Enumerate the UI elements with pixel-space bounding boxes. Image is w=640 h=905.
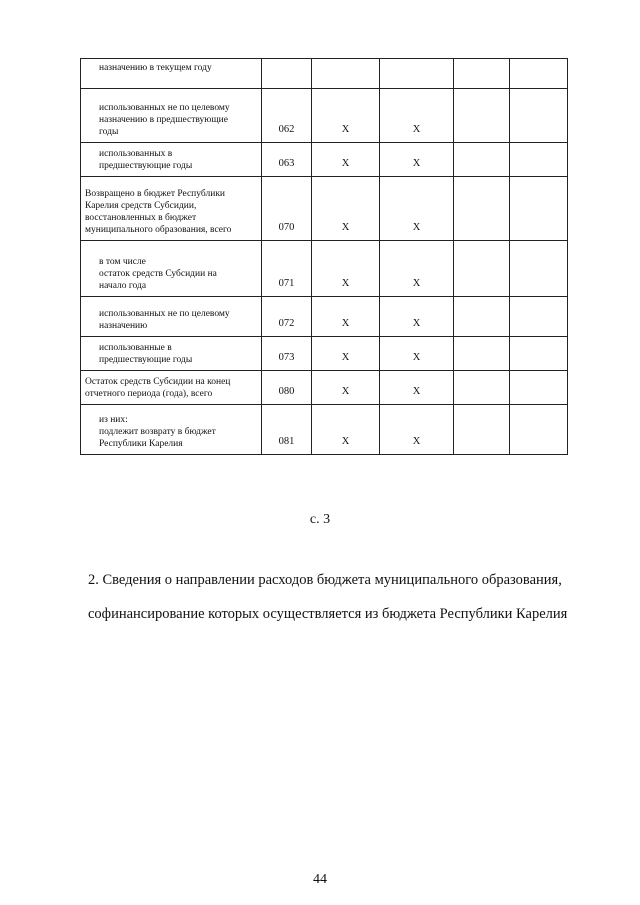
row-empty-cell: [510, 241, 568, 297]
row-value-col2: Х: [380, 371, 454, 405]
row-empty-cell: [510, 297, 568, 337]
row-value-col1: Х: [312, 371, 380, 405]
row-label-line: в том числе: [99, 257, 146, 267]
row-label-line: назначению: [99, 321, 148, 331]
row-label: [81, 241, 262, 297]
row-empty-cell: [510, 59, 568, 89]
row-value-col2: Х: [380, 241, 454, 297]
row-label-line: использованные в: [99, 343, 172, 353]
row-empty-cell: [510, 405, 568, 455]
row-value-col2: Х: [380, 297, 454, 337]
row-value-col2: [380, 59, 454, 89]
row-label: [81, 59, 262, 89]
row-label-line: восстановленных в бюджет: [85, 213, 197, 223]
row-code: 071: [262, 241, 312, 297]
row-empty-cell: [510, 177, 568, 241]
row-empty-cell: [510, 371, 568, 405]
row-empty-cell: [454, 337, 510, 371]
page-marker: с. 3: [309, 512, 331, 527]
row-value-col1: Х: [312, 89, 380, 143]
row-label: [81, 371, 262, 405]
row-label: [81, 297, 262, 337]
row-code: 080: [262, 371, 312, 405]
row-label-line: использованных не по целевому: [99, 309, 230, 319]
row-empty-cell: [510, 337, 568, 371]
row-value-col1: Х: [312, 241, 380, 297]
row-label: [81, 143, 262, 177]
row-empty-cell: [454, 177, 510, 241]
row-label-line: подлежит возврату в бюджет: [99, 427, 216, 437]
row-value-col2: Х: [380, 177, 454, 241]
table-row: [81, 177, 568, 241]
table-row: [81, 59, 568, 89]
row-empty-cell: [454, 89, 510, 143]
row-code: 063: [262, 143, 312, 177]
row-empty-cell: [454, 405, 510, 455]
table-row: [81, 143, 568, 177]
row-label-line: использованных в: [99, 149, 173, 159]
section-heading-line-2: софинансирование которых осуществляется из бюджета Республики Карелия: [88, 606, 568, 622]
table-row: [81, 89, 568, 143]
row-label-line: начало года: [99, 281, 147, 291]
row-value-col2: Х: [380, 89, 454, 143]
row-label-line: муниципального образования, всего: [85, 225, 232, 235]
row-code: 062: [262, 89, 312, 143]
row-label-line: предшествующие годы: [99, 161, 193, 171]
row-value-col2: Х: [380, 143, 454, 177]
row-label-line: Карелия средств Субсидии,: [85, 201, 197, 211]
row-value-col2: Х: [380, 337, 454, 371]
row-label-line: предшествующие годы: [99, 355, 193, 365]
table-row: [81, 371, 568, 405]
row-label-line: остаток средств Субсидии на: [99, 269, 217, 279]
row-empty-cell: [454, 241, 510, 297]
table-row: [81, 241, 568, 297]
report-table-body: [81, 59, 568, 455]
row-code: 070: [262, 177, 312, 241]
section-heading-line-1: 2. Сведения о направлении расходов бюджета муниципального образования,: [88, 572, 562, 588]
row-label-line: из них:: [99, 415, 128, 425]
row-empty-cell: [454, 371, 510, 405]
row-value-col1: Х: [312, 337, 380, 371]
row-label-line: назначению в текущем году: [99, 63, 212, 73]
row-code: [262, 59, 312, 89]
table-row: [81, 337, 568, 371]
report-table: [80, 58, 568, 455]
row-empty-cell: [454, 143, 510, 177]
row-empty-cell: [510, 143, 568, 177]
row-label-line: назначению в предшествующие: [99, 115, 228, 125]
row-label-line: годы: [99, 127, 119, 137]
row-label: [81, 405, 262, 455]
row-code: 081: [262, 405, 312, 455]
table-row: [81, 297, 568, 337]
row-value-col2: Х: [380, 405, 454, 455]
row-label-line: Республики Карелия: [99, 439, 183, 449]
row-label-line: использованных не по целевому: [99, 103, 230, 113]
row-label: [81, 177, 262, 241]
row-value-col1: Х: [312, 405, 380, 455]
row-label-line: Возвращено в бюджет Республики: [85, 189, 226, 199]
row-code: 072: [262, 297, 312, 337]
page-number: 44: [313, 872, 327, 887]
row-empty-cell: [510, 89, 568, 143]
row-value-col1: Х: [312, 143, 380, 177]
row-label-line: Остаток средств Субсидии на конец: [85, 377, 231, 387]
row-label: [81, 89, 262, 143]
row-label: [81, 337, 262, 371]
row-value-col1: Х: [312, 177, 380, 241]
row-value-col1: Х: [312, 297, 380, 337]
table-row: [81, 405, 568, 455]
row-empty-cell: [454, 297, 510, 337]
row-value-col1: [312, 59, 380, 89]
row-empty-cell: [454, 59, 510, 89]
row-code: 073: [262, 337, 312, 371]
row-label-line: отчетного периода (года), всего: [85, 389, 213, 399]
